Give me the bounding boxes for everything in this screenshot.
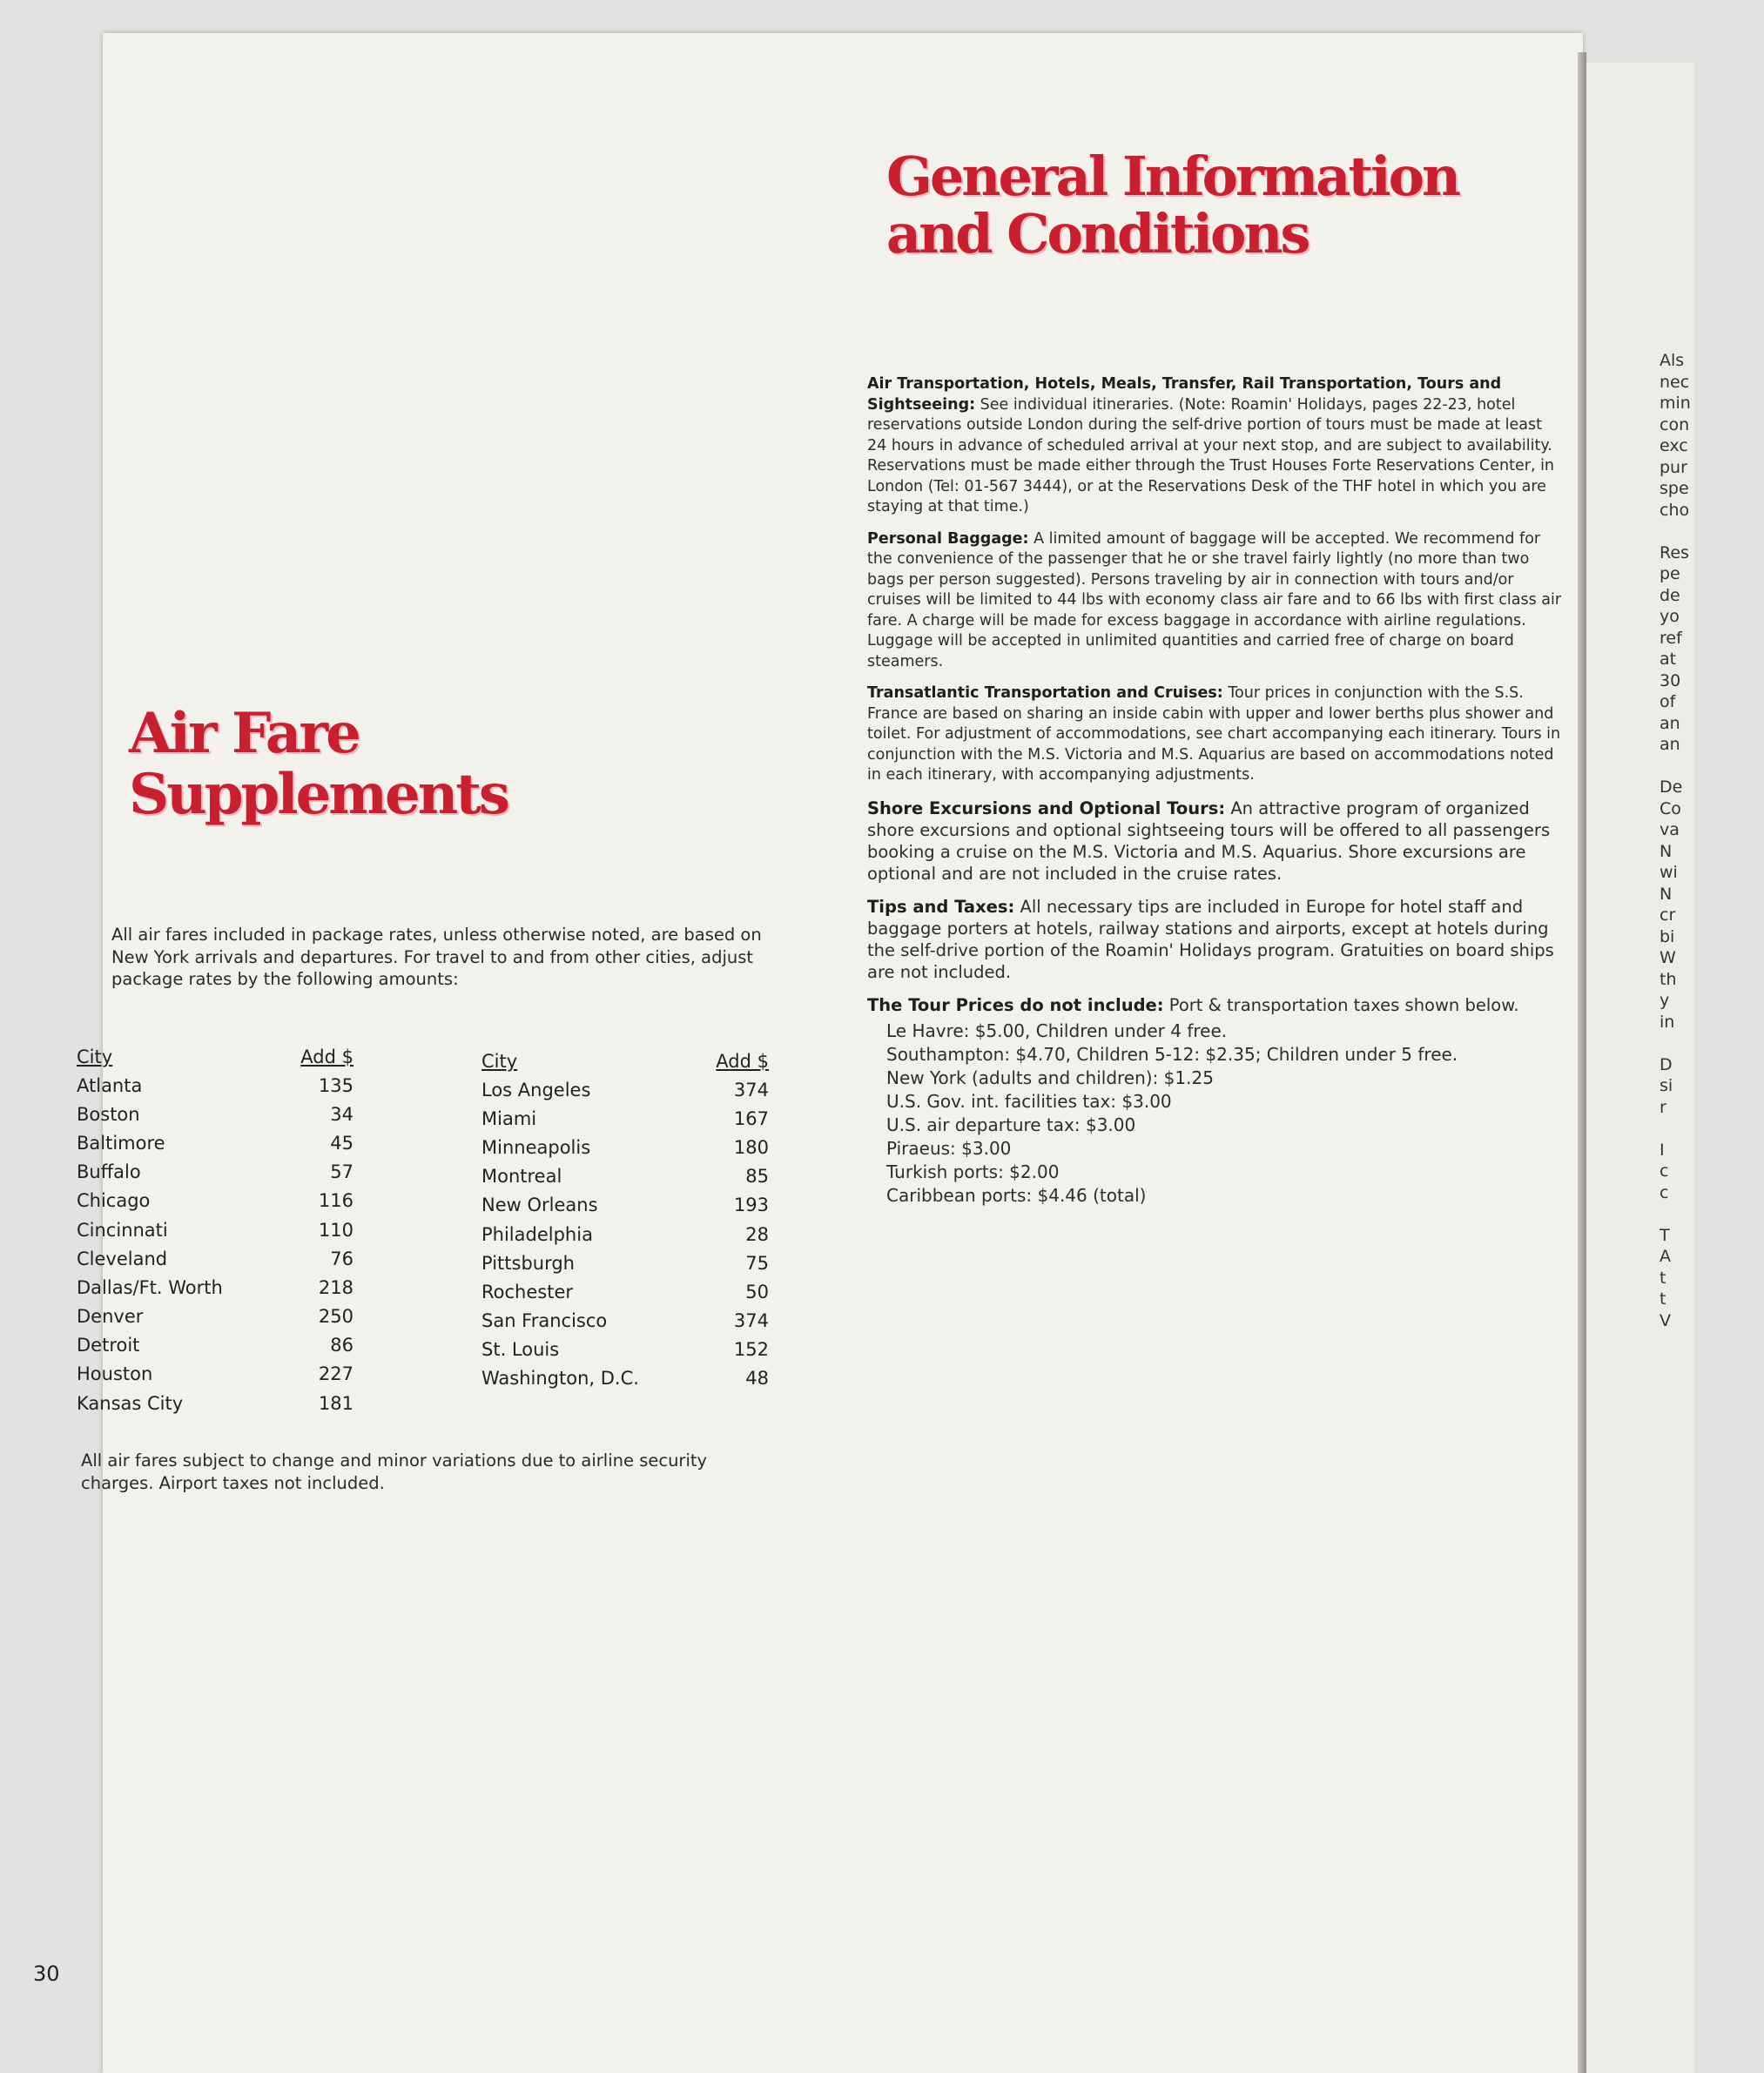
general-info-title-line1: General Information [886, 145, 1459, 208]
city-cell: Pittsburgh [481, 1252, 575, 1274]
city-cell: Detroit [77, 1335, 140, 1356]
air-transport-paragraph [867, 374, 1564, 518]
shore-excursions-paragraph [867, 798, 1564, 885]
city-cell: Los Angeles [481, 1079, 591, 1100]
add-amount-cell: 227 [318, 1363, 353, 1385]
tips-taxes-heading: Tips and Taxes: [867, 896, 1015, 917]
city-cell: New Orleans [481, 1195, 598, 1216]
table-row [77, 1244, 353, 1273]
table-row [481, 1162, 769, 1191]
air-fare-intro: All air fares included in package rates, unless otherwise noted, are based on New York arrivals and departures. For travel to and from other cities, adjust package rates by the following amounts: [111, 925, 762, 989]
air-fare-footnote: All air fares subject to change and minor variations due to airline security charges. Airport taxes not included. [81, 1450, 708, 1493]
air-fare-title [129, 703, 508, 825]
port-tax-item: U.S. air departure tax: $3.00 [886, 1114, 1136, 1135]
tour-prices-heading: The Tour Prices do not include: [867, 994, 1164, 1015]
city-cell: Chicago [77, 1190, 151, 1212]
tips-taxes-text: All necessary tips are included in Europe for hotel staff and baggage porters at hotels, railway stations and airports, except at hotels during the self-drive portion of the Roamin' Holidays program. Gratuities on board ships are not included. [867, 896, 1554, 982]
add-amount-cell: 76 [330, 1248, 353, 1269]
city-cell: Buffalo [77, 1161, 141, 1183]
port-tax-item: Caribbean ports: $4.46 (total) [886, 1184, 1147, 1206]
table-row [481, 1104, 769, 1133]
table-row [481, 1307, 769, 1336]
transatlantic-heading: Transatlantic Transportation and Cruises: [867, 684, 1223, 702]
city-cell: St. Louis [481, 1339, 560, 1361]
add-amount-cell: 374 [733, 1079, 769, 1100]
table-row [481, 1277, 769, 1306]
add-amount-cell: 193 [733, 1195, 769, 1216]
add-amount-cell: 167 [733, 1107, 769, 1129]
add-amount-cell: 86 [330, 1335, 353, 1356]
baggage-heading: Personal Baggage: [867, 529, 1029, 548]
city-cell: Miami [481, 1107, 537, 1129]
table-row [77, 1215, 353, 1244]
port-tax-item: Le Havre: $5.00, Children under 4 free. [886, 1020, 1228, 1041]
table-header-row [77, 1043, 353, 1071]
next-page-text-fragment: Als nec min con exc pur spe cho Res pe de yo ref at 30 of an an De Co va N wi N cr bi W th y in D si r I c c T A t t V [1660, 351, 1691, 1330]
city-cell: Houston [77, 1363, 153, 1385]
air-transport-heading: Air Transportation, Hotels, Meals, Transfer, Rail Transportation, Tours and Sightseeing: [867, 375, 1502, 414]
general-info-title [886, 145, 1459, 266]
add-amount-cell: 75 [745, 1252, 769, 1274]
city-cell: Boston [77, 1103, 140, 1125]
city-cell: San Francisco [481, 1310, 608, 1332]
table-row [77, 1331, 353, 1360]
add-amount-cell: 50 [745, 1281, 769, 1302]
table-row [77, 1273, 353, 1302]
add-amount-cell: 48 [745, 1368, 769, 1390]
city-cell: Cincinnati [77, 1219, 168, 1241]
table-row [77, 1071, 353, 1100]
col-add-header: Add $ [716, 1051, 769, 1072]
baggage-text: A limited amount of baggage will be accepted. We recommend for the convenience of the passenger that he or she travel fairly lightly (no more than two bags per person suggested). Persons traveling by air in connection with tours and/or cruises will be limited to 44 lbs with economy class air fare and to 66 lbs with first class air fare. A charge will be made for excess baggage in accordance with airline regulations. Luggage will be accepted in unlimited quantities and carried free of charge on board steamers. [867, 529, 1562, 670]
add-amount-cell: 57 [330, 1161, 353, 1183]
table-header-row [481, 1047, 769, 1075]
air-fare-table-2 [481, 1047, 769, 1393]
air-fare-title-line1: Air Fare [129, 701, 359, 766]
next-page-edge [1586, 63, 1694, 2073]
add-amount-cell: 85 [745, 1166, 769, 1188]
city-cell: Denver [77, 1306, 144, 1328]
tips-taxes-paragraph [867, 896, 1564, 983]
city-cell: Cleveland [77, 1248, 168, 1269]
add-amount-cell: 45 [330, 1132, 353, 1154]
col-city-header: City [481, 1051, 518, 1072]
table-row [481, 1364, 769, 1393]
air-transport-text: See individual itineraries. (Note: Roamin' Holidays, pages 22-23, hotel reservations outside London during the self-drive portion of tours must be made at least 24 hours in advance of scheduled arrival at your next stop, and are subject to availability. Reservations must be made either through the Trust Houses Forte Reservations Center, in London (Tel: 01-567 3444), or at the Reservations Desk of the THF hotel in which you are staying at that time.) [867, 395, 1555, 515]
transatlantic-paragraph [867, 683, 1564, 786]
city-cell: Atlanta [77, 1074, 143, 1096]
table-row [77, 1302, 353, 1331]
port-taxes-list [867, 1020, 1564, 1208]
table-row [77, 1158, 353, 1187]
col-city-header: City [77, 1047, 113, 1067]
city-cell: Philadelphia [481, 1223, 593, 1245]
add-amount-cell: 116 [318, 1190, 353, 1212]
port-tax-item: Turkish ports: $2.00 [886, 1161, 1060, 1182]
table-row [481, 1133, 769, 1161]
city-cell: Rochester [481, 1281, 573, 1302]
table-row [77, 1100, 353, 1128]
add-amount-cell: 34 [330, 1103, 353, 1125]
port-tax-item: Piraeus: $3.00 [886, 1137, 1012, 1159]
add-amount-cell: 135 [318, 1074, 353, 1096]
table-row [481, 1220, 769, 1249]
table-row [481, 1336, 769, 1364]
city-cell: Montreal [481, 1166, 562, 1188]
city-cell: Dallas/Ft. Worth [77, 1276, 223, 1298]
add-amount-cell: 28 [745, 1223, 769, 1245]
tour-prices-paragraph [867, 994, 1564, 1016]
air-fare-table-1 [77, 1043, 353, 1417]
shore-excursions-text: An attractive program of organized shore excursions and optional sightseeing tours will be offered to all passengers booking a cruise on the M.S. Victoria and M.S. Aquarius. Shore excursions are optional and are not included in the cruise rates. [867, 798, 1551, 884]
add-amount-cell: 218 [318, 1276, 353, 1298]
table-row [481, 1249, 769, 1277]
add-amount-cell: 374 [733, 1310, 769, 1332]
city-cell: Washington, D.C. [481, 1368, 639, 1390]
table-row [77, 1187, 353, 1215]
baggage-paragraph [867, 529, 1564, 673]
table-row [77, 1389, 353, 1417]
air-fare-title-line2: Supplements [129, 762, 508, 827]
page-number: 30 [33, 1962, 60, 1986]
add-amount-cell: 181 [318, 1392, 353, 1414]
brochure-page [33, 33, 1583, 2073]
binding-spine [1578, 52, 1586, 2073]
city-cell: Baltimore [77, 1132, 165, 1154]
add-amount-cell: 152 [733, 1339, 769, 1361]
general-info-body [867, 374, 1564, 1208]
table-row [77, 1128, 353, 1157]
transatlantic-text: Tour prices in conjunction with the S.S. France are based on sharing an inside cabin with upper and lower berths plus shower and toilet. For adjustment of accommodations, see chart accompanying each itinerary. Tours in conjunction with the M.S. Victoria and M.S. Aquarius are based on accommodations noted in each itinerary, with accompanying adjustments. [867, 684, 1561, 784]
add-amount-cell: 180 [733, 1136, 769, 1158]
general-info-title-line2: and Conditions [886, 202, 1309, 266]
table-row [481, 1075, 769, 1104]
shore-excursions-heading: Shore Excursions and Optional Tours: [867, 798, 1226, 818]
col-add-header: Add $ [300, 1047, 353, 1067]
add-amount-cell: 250 [318, 1306, 353, 1328]
table-row [481, 1191, 769, 1220]
table-row [77, 1360, 353, 1389]
port-tax-item: U.S. Gov. int. facilities tax: $3.00 [886, 1090, 1172, 1112]
port-tax-item: Southampton: $4.70, Children 5-12: $2.35; Children under 5 free. [886, 1043, 1458, 1065]
port-tax-item: New York (adults and children): $1.25 [886, 1067, 1214, 1088]
city-cell: Kansas City [77, 1392, 184, 1414]
city-cell: Minneapolis [481, 1136, 591, 1158]
tour-prices-text: Port & transportation taxes shown below. [1168, 994, 1519, 1015]
add-amount-cell: 110 [318, 1219, 353, 1241]
